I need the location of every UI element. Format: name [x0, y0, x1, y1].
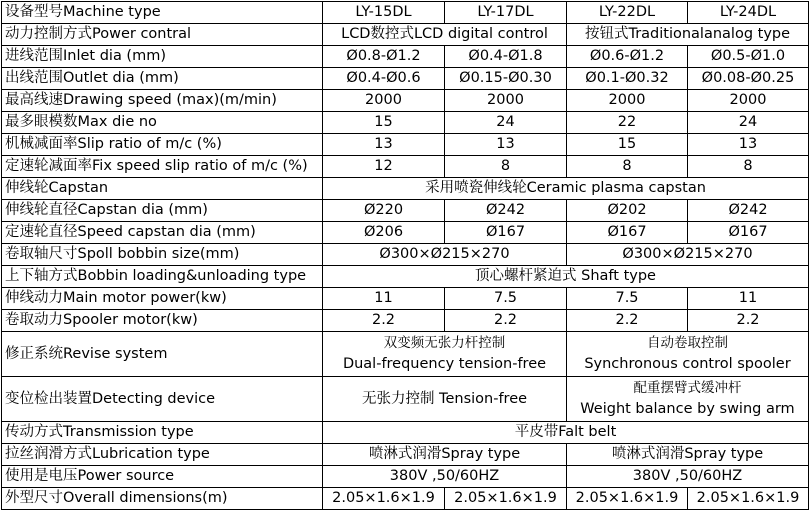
row-label: 机械减面率Slip ratio of m/c (%): [2, 134, 323, 156]
value-cell: 7.5: [445, 288, 567, 310]
value-cell: Ø220: [323, 200, 445, 222]
value-line-en: Dual-frequency tension-free: [342, 356, 547, 372]
row-label: 修正系统Revise system: [2, 332, 323, 377]
value-cell: Ø167: [688, 222, 809, 244]
value-cell: LCD数控式LCD digital control: [323, 24, 567, 46]
spec-table: [1, 1, 809, 510]
value-cell: [323, 332, 567, 377]
value-cell: 15: [567, 134, 688, 156]
row-label: 伸线动力Main motor power(kw): [2, 288, 323, 310]
table-row: [2, 24, 809, 46]
value-cell: 2.2: [567, 310, 688, 332]
value-cell: Ø0.1-Ø0.32: [567, 68, 688, 90]
row-label: 外型尺寸Overall dimensions(m): [2, 488, 323, 510]
table-row: [2, 90, 809, 112]
row-label: 出线范围Outlet dia (mm): [2, 68, 323, 90]
value-line-cn: 双变频无张力杆控制: [383, 335, 506, 351]
value-cell: Ø300×Ø215×270: [567, 244, 809, 266]
value-cell: 无张力控制 Tension-free: [323, 377, 567, 422]
value-cell: Ø0.15-Ø0.30: [445, 68, 567, 90]
row-label: 传动方式Transmission type: [2, 422, 323, 444]
table-row: [2, 222, 809, 244]
row-label: 定速轮直径Speed capstan dia (mm): [2, 222, 323, 244]
row-label: 定速轮减面率Fix speed slip ratio of m/c (%): [2, 156, 323, 178]
row-label: 变位检出装置Detecting device: [2, 377, 323, 422]
table-row: [2, 444, 809, 466]
table-row: [2, 156, 809, 178]
table-row: [2, 288, 809, 310]
value-cell: Ø167: [567, 222, 688, 244]
table-row: [2, 134, 809, 156]
value-cell: 13: [688, 134, 809, 156]
table-row: [2, 488, 809, 510]
table-row: [2, 332, 809, 377]
row-label: 卷取轴尺寸Spoll bobbin size(mm): [2, 244, 323, 266]
value-cell: 2.2: [445, 310, 567, 332]
value-cell: Ø0.4-Ø0.6: [323, 68, 445, 90]
value-cell: Ø0.08-Ø0.25: [688, 68, 809, 90]
value-cell: 2.05×1.6×1.9: [445, 488, 567, 510]
table-row: [2, 46, 809, 68]
value-cell: 按钮式Traditionalanalog type: [567, 24, 809, 46]
table-row: [2, 112, 809, 134]
value-cell: 380V ,50/60HZ: [567, 466, 809, 488]
value-cell: Ø0.4-Ø1.8: [445, 46, 567, 68]
value-line-cn: 配重摆臂式缓冲杆: [633, 380, 742, 396]
row-label: 最多眼模数Max die no: [2, 112, 323, 134]
value-cell: 15: [323, 112, 445, 134]
value-cell: 24: [445, 112, 567, 134]
value-cell: 13: [445, 134, 567, 156]
value-cell: Ø242: [445, 200, 567, 222]
value-cell: Ø0.8-Ø1.2: [323, 46, 445, 68]
value-line-cn: 自动卷取控制: [647, 335, 728, 351]
value-cell: 12: [323, 156, 445, 178]
value-cell: 24: [688, 112, 809, 134]
row-label: 进线范围Inlet dia (mm): [2, 46, 323, 68]
value-cell: 采用喷瓷伸线轮Ceramic plasma capstan: [323, 178, 809, 200]
value-cell: Ø167: [445, 222, 567, 244]
row-label: 设备型号Machine type: [2, 2, 323, 24]
model-cell: LY-24DL: [688, 2, 809, 24]
row-label: 伸线轮直径Capstan dia (mm): [2, 200, 323, 222]
table-row: [2, 310, 809, 332]
row-label: 使用是电压Power source: [2, 466, 323, 488]
value-cell: Ø0.5-Ø1.0: [688, 46, 809, 68]
value-cell: 7.5: [567, 288, 688, 310]
table-row: [2, 266, 809, 288]
header-row: [2, 2, 809, 24]
value-cell: 11: [688, 288, 809, 310]
value-line-en: Weight balance by swing arm: [580, 401, 795, 417]
value-cell: 喷淋式润滑Spray type: [323, 444, 567, 466]
value-cell: [567, 377, 809, 422]
value-cell: Ø0.6-Ø1.2: [567, 46, 688, 68]
value-cell: 2.2: [323, 310, 445, 332]
value-cell: 2.05×1.6×1.9: [567, 488, 688, 510]
value-cell: 2.05×1.6×1.9: [323, 488, 445, 510]
value-cell: 13: [323, 134, 445, 156]
table-row: [2, 178, 809, 200]
value-cell: 2.2: [688, 310, 809, 332]
value-cell: 8: [688, 156, 809, 178]
value-cell: 2000: [567, 90, 688, 112]
row-label: 动力控制方式Power contral: [2, 24, 323, 46]
value-cell: 平皮带Falt belt: [323, 422, 809, 444]
value-cell: [567, 332, 809, 377]
table-row: [2, 68, 809, 90]
model-cell: LY-22DL: [567, 2, 688, 24]
row-label: 上下轴方式Bobbin loading&unloading type: [2, 266, 323, 288]
value-cell: 喷淋式润滑Spray type: [567, 444, 809, 466]
value-cell: Ø206: [323, 222, 445, 244]
value-cell: Ø202: [567, 200, 688, 222]
value-line-en: Synchronous control spooler: [584, 356, 791, 372]
table-row: [2, 244, 809, 266]
value-cell: 2000: [445, 90, 567, 112]
value-cell: 11: [323, 288, 445, 310]
row-label: 最高线速Drawing speed (max)(m/min): [2, 90, 323, 112]
value-cell: 2000: [323, 90, 445, 112]
value-cell: 2000: [688, 90, 809, 112]
row-label: 伸线轮Capstan: [2, 178, 323, 200]
value-cell: 顶心螺杆紧迫式 Shaft type: [323, 266, 809, 288]
value-cell: 8: [567, 156, 688, 178]
value-cell: 22: [567, 112, 688, 134]
table-row: [2, 200, 809, 222]
value-cell: 8: [445, 156, 567, 178]
value-cell: 380V ,50/60HZ: [323, 466, 567, 488]
model-cell: LY-15DL: [323, 2, 445, 24]
value-cell: Ø300×Ø215×270: [323, 244, 567, 266]
table-row: [2, 377, 809, 422]
table-row: [2, 466, 809, 488]
table-row: [2, 422, 809, 444]
model-cell: LY-17DL: [445, 2, 567, 24]
row-label: 卷取动力Spooler motor(kw): [2, 310, 323, 332]
row-label: 拉丝润滑方式Lubrication type: [2, 444, 323, 466]
value-cell: Ø242: [688, 200, 809, 222]
value-cell: 2.05×1.6×1.9: [688, 488, 809, 510]
